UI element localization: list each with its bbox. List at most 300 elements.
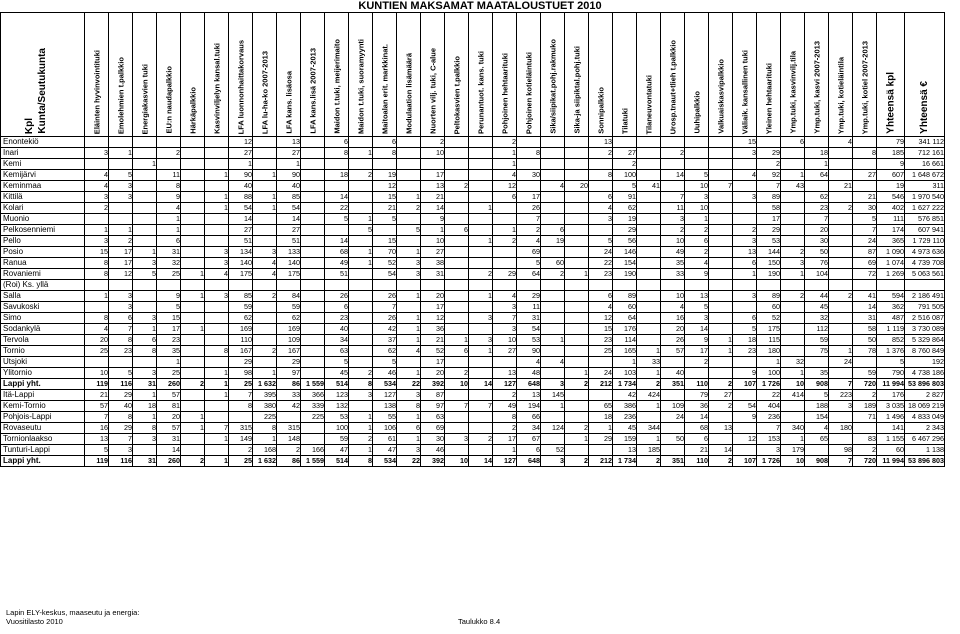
- table-cell: [829, 280, 853, 291]
- table-cell: 169: [229, 324, 253, 335]
- table-cell: [469, 181, 493, 192]
- table-cell: 2: [109, 236, 133, 247]
- table-cell: 6: [397, 423, 421, 434]
- table-cell: 59: [853, 368, 877, 379]
- table-cell: 1 734: [613, 379, 637, 390]
- table-cell: 175: [277, 269, 301, 280]
- municipality-name: Itä-Lappi: [1, 390, 85, 401]
- table-cell: [541, 192, 565, 203]
- table-cell: 90: [277, 170, 301, 181]
- table-cell: 32: [157, 258, 181, 269]
- table-cell: 3: [205, 247, 229, 258]
- column-header: [181, 13, 205, 137]
- table-cell: [565, 159, 589, 170]
- table-cell: 14: [853, 302, 877, 313]
- table-cell: 1: [205, 368, 229, 379]
- table-cell: 83: [853, 434, 877, 445]
- table-cell: [349, 269, 373, 280]
- table-cell: 1: [181, 412, 205, 423]
- table-cell: 1: [349, 423, 373, 434]
- table-cell: 43: [781, 181, 805, 192]
- table-cell: 1 726: [757, 379, 781, 390]
- table-cell: 59: [229, 302, 253, 313]
- table-cell: [469, 412, 493, 423]
- table-cell: [709, 148, 733, 159]
- table-cell: 21: [685, 445, 709, 456]
- table-cell: 4: [589, 203, 613, 214]
- table-cell: [541, 137, 565, 148]
- table-cell: 8: [133, 423, 157, 434]
- table-cell: [301, 434, 325, 445]
- table-cell: 8 760 849: [905, 346, 945, 357]
- table-cell: [253, 302, 277, 313]
- table-cell: 534: [373, 379, 397, 390]
- table-row: [1, 203, 945, 214]
- table-cell: 104: [805, 269, 829, 280]
- table-cell: 66: [517, 412, 541, 423]
- table-cell: 339: [301, 401, 325, 412]
- table-cell: 1: [829, 346, 853, 357]
- table-cell: 594: [877, 291, 905, 302]
- table-cell: 1: [781, 368, 805, 379]
- table-cell: [181, 445, 205, 456]
- column-header: [421, 13, 445, 137]
- table-cell: 18: [325, 170, 349, 181]
- table-cell: 10: [661, 236, 685, 247]
- table-row: [1, 313, 945, 324]
- table-cell: [541, 434, 565, 445]
- table-cell: 3: [85, 192, 109, 203]
- table-cell: 7: [493, 313, 517, 324]
- table-cell: [469, 390, 493, 401]
- table-cell: 35: [661, 258, 685, 269]
- column-header-label: Perunantuot. kans. tuki: [476, 51, 485, 134]
- table-cell: 3: [397, 269, 421, 280]
- table-cell: 17: [757, 214, 781, 225]
- table-cell: 6: [373, 137, 397, 148]
- municipality-name: Pelkosenniemi: [1, 225, 85, 236]
- table-cell: [637, 159, 661, 170]
- table-cell: 45: [613, 423, 637, 434]
- table-cell: 14: [685, 324, 709, 335]
- table-cell: [661, 423, 685, 434]
- table-cell: 21: [421, 335, 445, 346]
- table-cell: [229, 412, 253, 423]
- table-cell: [661, 159, 685, 170]
- table-cell: 27: [277, 148, 301, 159]
- table-cell: 2: [157, 148, 181, 159]
- table-cell: [205, 214, 229, 225]
- column-header-label: Tilatuki: [620, 107, 629, 134]
- table-cell: 3: [133, 313, 157, 324]
- table-cell: 64: [517, 269, 541, 280]
- column-header: [517, 13, 541, 137]
- table-row: [1, 302, 945, 313]
- table-cell: 8: [85, 258, 109, 269]
- table-cell: 79: [685, 390, 709, 401]
- column-header: [637, 13, 661, 137]
- table-cell: 1 559: [301, 379, 325, 390]
- table-cell: [757, 280, 781, 291]
- table-cell: 23: [805, 203, 829, 214]
- table-cell: 23: [157, 335, 181, 346]
- table-cell: 2: [229, 445, 253, 456]
- table-row: [1, 181, 945, 192]
- table-cell: 53 896 803: [905, 456, 945, 467]
- table-cell: 3: [133, 368, 157, 379]
- table-row: [1, 170, 945, 181]
- table-cell: [445, 412, 469, 423]
- table-cell: 31: [133, 379, 157, 390]
- table-cell: 14: [157, 445, 181, 456]
- table-cell: 2: [517, 225, 541, 236]
- table-cell: [109, 357, 133, 368]
- table-cell: 791 505: [905, 302, 945, 313]
- table-cell: 14: [325, 236, 349, 247]
- table-cell: [781, 236, 805, 247]
- table-cell: 165: [613, 346, 637, 357]
- table-cell: 2: [421, 137, 445, 148]
- municipality-name: Kemi: [1, 159, 85, 170]
- table-cell: 14: [661, 170, 685, 181]
- table-cell: 21: [829, 181, 853, 192]
- table-cell: 50: [661, 434, 685, 445]
- table-cell: [349, 203, 373, 214]
- table-cell: 5: [517, 258, 541, 269]
- table-cell: 6: [445, 346, 469, 357]
- table-cell: 107: [733, 379, 757, 390]
- table-cell: 10: [661, 291, 685, 302]
- table-cell: [253, 313, 277, 324]
- table-cell: 8: [493, 412, 517, 423]
- table-cell: 1: [181, 324, 205, 335]
- table-cell: 13: [589, 137, 613, 148]
- table-cell: 15: [373, 236, 397, 247]
- table-cell: [349, 236, 373, 247]
- table-cell: 29: [277, 357, 301, 368]
- table-cell: 12: [733, 434, 757, 445]
- table-cell: [517, 280, 541, 291]
- table-cell: [469, 423, 493, 434]
- table-cell: 176: [613, 324, 637, 335]
- table-cell: 5 063 561: [905, 269, 945, 280]
- table-cell: 3: [349, 390, 373, 401]
- column-header: [349, 13, 373, 137]
- table-cell: 11: [157, 170, 181, 181]
- table-cell: 2: [493, 423, 517, 434]
- table-cell: 49: [661, 247, 685, 258]
- table-cell: 6: [589, 192, 613, 203]
- table-cell: 115: [757, 335, 781, 346]
- column-header-label: LFA kans.lisä 2007-2013: [308, 48, 317, 134]
- table-cell: 236: [613, 412, 637, 423]
- table-cell: [253, 335, 277, 346]
- table-cell: [109, 280, 133, 291]
- table-cell: [565, 335, 589, 346]
- table-cell: 12: [373, 181, 397, 192]
- table-cell: [493, 357, 517, 368]
- table-cell: 12: [229, 137, 253, 148]
- table-cell: 175: [757, 324, 781, 335]
- table-cell: [133, 148, 157, 159]
- table-cell: 607 941: [905, 225, 945, 236]
- table-cell: [301, 357, 325, 368]
- table-cell: 53: [757, 236, 781, 247]
- column-header: [157, 13, 181, 137]
- table-cell: [733, 181, 757, 192]
- header-kpl-label: Kpl: [24, 117, 36, 134]
- table-cell: 2: [565, 379, 589, 390]
- table-cell: [349, 192, 373, 203]
- table-cell: [541, 324, 565, 335]
- table-cell: [181, 335, 205, 346]
- table-cell: [565, 170, 589, 181]
- table-cell: 40: [229, 181, 253, 192]
- table-cell: 111: [877, 214, 905, 225]
- table-cell: 2: [709, 379, 733, 390]
- table-cell: [805, 137, 829, 148]
- table-cell: 7: [205, 423, 229, 434]
- table-cell: 1: [277, 159, 301, 170]
- table-cell: [85, 280, 109, 291]
- table-cell: [565, 291, 589, 302]
- table-cell: 62: [277, 313, 301, 324]
- table-cell: 62: [805, 192, 829, 203]
- table-cell: 3: [541, 456, 565, 467]
- table-cell: 16: [661, 313, 685, 324]
- table-cell: 100: [757, 368, 781, 379]
- table-cell: 18: [133, 401, 157, 412]
- table-cell: [445, 148, 469, 159]
- table-cell: 41: [637, 181, 661, 192]
- table-cell: 1: [205, 170, 229, 181]
- table-cell: 30: [421, 434, 445, 445]
- table-cell: 2: [349, 434, 373, 445]
- table-row: [1, 280, 945, 291]
- table-cell: 225: [301, 412, 325, 423]
- table-cell: 908: [805, 456, 829, 467]
- table-cell: 112: [805, 324, 829, 335]
- table-cell: [421, 280, 445, 291]
- table-cell: [733, 390, 757, 401]
- table-cell: [541, 291, 565, 302]
- table-cell: 154: [805, 412, 829, 423]
- table-cell: [565, 258, 589, 269]
- table-cell: 20: [565, 181, 589, 192]
- table-cell: [685, 137, 709, 148]
- table-cell: 2: [445, 181, 469, 192]
- table-cell: [181, 434, 205, 445]
- table-cell: 22: [757, 390, 781, 401]
- table-cell: 56: [613, 236, 637, 247]
- table-cell: 2: [493, 137, 517, 148]
- column-header: [613, 13, 637, 137]
- table-cell: 1 376: [877, 346, 905, 357]
- table-cell: 5: [733, 324, 757, 335]
- table-cell: 21: [421, 192, 445, 203]
- table-cell: [109, 203, 133, 214]
- table-cell: 8: [205, 346, 229, 357]
- table-cell: 71: [853, 412, 877, 423]
- table-cell: [565, 357, 589, 368]
- municipality-name: Ranua: [1, 258, 85, 269]
- table-cell: 2: [781, 291, 805, 302]
- table-cell: 1: [349, 214, 373, 225]
- municipality-name: Muonio: [1, 214, 85, 225]
- column-header: [205, 13, 229, 137]
- table-cell: 5: [685, 170, 709, 181]
- table-cell: [445, 236, 469, 247]
- table-cell: 24: [853, 236, 877, 247]
- table-cell: [205, 159, 229, 170]
- column-header-label: Pohjoinen hehtaarituki: [500, 53, 509, 134]
- table-cell: 1: [685, 214, 709, 225]
- table-cell: [565, 192, 589, 203]
- table-cell: [853, 137, 877, 148]
- table-cell: 31: [853, 313, 877, 324]
- table-cell: 3: [541, 379, 565, 390]
- table-cell: 5: [349, 225, 373, 236]
- column-header: [829, 13, 853, 137]
- table-cell: 141: [877, 423, 905, 434]
- table-row: [1, 258, 945, 269]
- table-cell: [637, 225, 661, 236]
- table-cell: 2: [829, 203, 853, 214]
- table-cell: 46: [373, 368, 397, 379]
- table-cell: 5: [133, 269, 157, 280]
- table-row: [1, 269, 945, 280]
- table-cell: [445, 324, 469, 335]
- municipality-name: Tunturi-Lappi: [1, 445, 85, 456]
- table-cell: 2: [493, 390, 517, 401]
- table-cell: 1: [565, 269, 589, 280]
- table-cell: 149: [229, 434, 253, 445]
- table-cell: 47: [325, 445, 349, 456]
- table-cell: [469, 170, 493, 181]
- table-cell: 1 734: [613, 456, 637, 467]
- table-cell: [301, 214, 325, 225]
- table-cell: [565, 236, 589, 247]
- table-cell: [349, 346, 373, 357]
- table-cell: [445, 269, 469, 280]
- table-cell: [493, 258, 517, 269]
- table-cell: 124: [541, 423, 565, 434]
- column-header-label: Sika-ja siipiktal.pohj.tuki: [572, 46, 581, 134]
- table-cell: 18: [805, 148, 829, 159]
- table-cell: [181, 368, 205, 379]
- table-cell: 14: [421, 203, 445, 214]
- table-cell: 1 970 540: [905, 192, 945, 203]
- table-row: [1, 401, 945, 412]
- table-cell: [445, 291, 469, 302]
- table-cell: 17: [421, 170, 445, 181]
- table-cell: 192: [905, 357, 945, 368]
- table-cell: [541, 302, 565, 313]
- table-cell: 25: [157, 368, 181, 379]
- table-cell: [781, 302, 805, 313]
- municipality-name: Ylitornio: [1, 368, 85, 379]
- table-cell: 167: [229, 346, 253, 357]
- table-cell: 14: [469, 379, 493, 390]
- municipality-name: Pello: [1, 236, 85, 247]
- table-cell: [205, 225, 229, 236]
- table-cell: [637, 280, 661, 291]
- table-cell: [301, 170, 325, 181]
- column-header-label: Tilaneuvontatuki: [644, 74, 653, 134]
- table-cell: 59: [805, 335, 829, 346]
- table-cell: 24: [829, 357, 853, 368]
- table-cell: [781, 159, 805, 170]
- table-cell: 78: [853, 346, 877, 357]
- column-header: [133, 13, 157, 137]
- table-row: [1, 159, 945, 170]
- table-cell: 2: [709, 456, 733, 467]
- table-cell: 110: [685, 456, 709, 467]
- table-cell: [637, 269, 661, 280]
- table-cell: 16: [85, 423, 109, 434]
- table-cell: 2: [733, 225, 757, 236]
- table-cell: 18 069 219: [905, 401, 945, 412]
- column-header-label: Modulaation lisämäärä: [404, 53, 413, 134]
- table-cell: [469, 192, 493, 203]
- table-cell: 1: [397, 247, 421, 258]
- table-cell: 720: [853, 456, 877, 467]
- table-cell: 107: [733, 456, 757, 467]
- table-cell: [349, 313, 373, 324]
- table-cell: [133, 181, 157, 192]
- table-cell: [829, 236, 853, 247]
- column-header: [397, 13, 421, 137]
- column-header-label: Eläinten hyvinvointituki: [92, 49, 101, 134]
- column-header: [781, 13, 805, 137]
- table-cell: 50: [853, 335, 877, 346]
- table-cell: [829, 313, 853, 324]
- table-cell: [133, 302, 157, 313]
- table-cell: 138: [373, 401, 397, 412]
- table-cell: 2: [709, 401, 733, 412]
- table-cell: 4: [685, 258, 709, 269]
- table-cell: 84: [277, 291, 301, 302]
- table-cell: [661, 137, 685, 148]
- table-cell: 179: [781, 445, 805, 456]
- table-cell: [685, 148, 709, 159]
- table-cell: 1: [205, 192, 229, 203]
- table-cell: 3: [829, 401, 853, 412]
- table-cell: 52: [541, 445, 565, 456]
- table-cell: [493, 203, 517, 214]
- table-cell: [733, 302, 757, 313]
- table-cell: [469, 302, 493, 313]
- column-header-label: Väliaik. kansallinen tuki: [740, 49, 749, 134]
- table-cell: 3 035: [877, 401, 905, 412]
- table-cell: 8: [349, 456, 373, 467]
- table-cell: [637, 291, 661, 302]
- table-cell: 150: [757, 258, 781, 269]
- table-cell: [829, 159, 853, 170]
- table-cell: 76: [805, 258, 829, 269]
- table-cell: 180: [829, 423, 853, 434]
- table-cell: 7: [829, 456, 853, 467]
- table-cell: [253, 357, 277, 368]
- table-cell: [829, 170, 853, 181]
- table-cell: [565, 280, 589, 291]
- table-cell: 1 559: [301, 456, 325, 467]
- column-header-label: Maidon t.tuki, meijerimaito: [332, 39, 341, 134]
- table-cell: 55: [373, 412, 397, 423]
- table-cell: 10: [781, 379, 805, 390]
- table-cell: 29: [229, 357, 253, 368]
- table-cell: 127: [373, 390, 397, 401]
